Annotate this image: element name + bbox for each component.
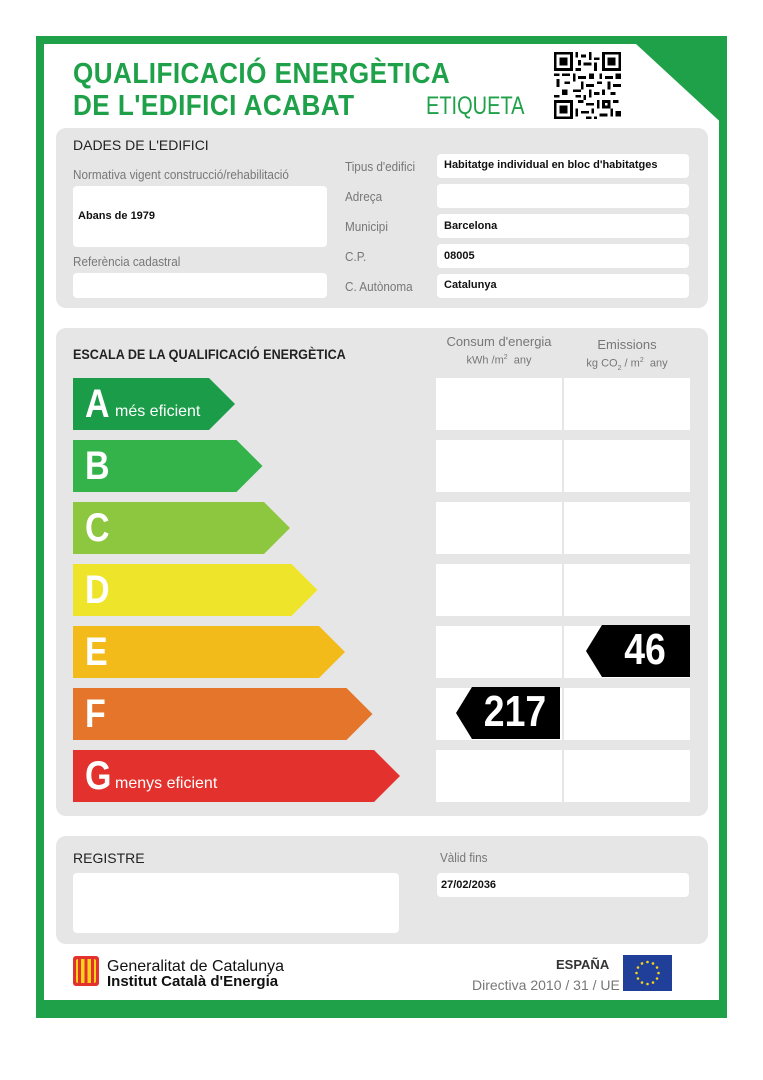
consum-indicator — [456, 687, 560, 739]
org-name-line2: Institut Català d'Energia — [107, 973, 279, 990]
title-line-1: QUALIFICACIÓ ENERGÈTICA — [73, 58, 451, 90]
cp-field[interactable] — [437, 244, 689, 268]
consum-header: Consum d'energia — [446, 334, 552, 349]
tipus-field[interactable] — [437, 154, 689, 178]
rating-bar-a — [73, 378, 235, 430]
rating-text: menys eficient — [115, 775, 218, 792]
registre-label: REGISTRE — [73, 850, 145, 866]
emissions-cell-g — [564, 750, 690, 802]
valid-field[interactable] — [437, 873, 689, 897]
municipi-label: Municipi — [345, 219, 388, 234]
rating-bar-e — [73, 626, 345, 678]
rating-bar-b — [73, 440, 263, 492]
emissions-cell-f — [564, 688, 690, 740]
municipi-field[interactable] — [437, 214, 689, 238]
valid-value: 27/02/2036 — [441, 879, 497, 891]
emissions-header: Emissions — [597, 337, 657, 352]
eu-star — [656, 977, 659, 980]
eu-flag-icon — [623, 955, 672, 991]
org-name-line1: Generalitat de Catalunya — [107, 958, 284, 975]
consum-cell-g — [436, 750, 562, 802]
eu-star — [641, 981, 644, 984]
etiqueta-label: ETIQUETA — [426, 92, 525, 120]
eu-star — [656, 966, 659, 969]
consum-cell-c — [436, 502, 562, 554]
eu-star — [646, 961, 649, 964]
eu-star — [637, 977, 640, 980]
eu-star — [637, 966, 640, 969]
tipus-value: Habitatge individual en bloc d'habitatges — [444, 159, 658, 171]
eu-star — [652, 962, 655, 965]
adreca-label: Adreça — [345, 189, 383, 204]
consum-value: 217 — [483, 687, 547, 736]
emissions-unit: kg $CO_2 / m^2$ any — [586, 357, 668, 372]
tipus-label: Tipus d'edifici — [345, 159, 416, 174]
emissions-cell-d — [564, 564, 690, 616]
directive-label: Directiva 2010 / 31 / UE — [472, 977, 620, 993]
registre-field[interactable] — [73, 873, 399, 933]
rating-bar-f — [73, 688, 373, 740]
rating-bar-g — [73, 750, 400, 802]
cp-value: 08005 — [444, 250, 475, 262]
valid-label: Vàlid fins — [440, 850, 488, 865]
rating-letter: G — [85, 754, 112, 798]
municipi-value: Barcelona — [444, 220, 498, 232]
normativa-value: Abans de 1979 — [78, 210, 156, 222]
eu-star — [641, 962, 644, 965]
rating-bar-d — [73, 564, 318, 616]
eu-star — [635, 972, 638, 975]
rating-letter: B — [85, 444, 110, 488]
emissions-value: 46 — [624, 625, 666, 674]
emissions-cell-a — [564, 378, 690, 430]
comunitat-field[interactable] — [437, 274, 689, 298]
rating-letter: C — [85, 506, 110, 550]
country-label: ESPAÑA — [556, 957, 610, 972]
emissions-indicator — [586, 625, 690, 677]
consum-cell-e — [436, 626, 562, 678]
comunitat-label: C. Autònoma — [345, 279, 413, 294]
rating-letter: F — [85, 692, 106, 736]
referencia-field[interactable] — [73, 273, 327, 298]
emissions-cell-c — [564, 502, 690, 554]
rating-letter: A — [85, 382, 110, 426]
comunitat-value: Catalunya — [444, 279, 497, 291]
emissions-cell-b — [564, 440, 690, 492]
scale-section-title: ESCALA DE LA QUALIFICACIÓ ENERGÈTICA — [73, 346, 346, 362]
consum-cell-d — [436, 564, 562, 616]
generalitat-logo-icon — [73, 956, 99, 986]
eu-star — [652, 981, 655, 984]
consum-cell-a — [436, 378, 562, 430]
rating-bar-c — [73, 502, 290, 554]
adreca-field[interactable] — [437, 184, 689, 208]
consum-cell-b — [436, 440, 562, 492]
eu-star — [646, 983, 649, 986]
qr-code-icon[interactable] — [554, 52, 621, 119]
rating-letter: E — [85, 630, 108, 674]
building-section-title: DADES DE L'EDIFICI — [73, 137, 209, 153]
title-line-2: DE L'EDIFICI ACABAT — [73, 90, 355, 122]
normativa-label: Normativa vigent construcció/rehabilitació — [73, 167, 289, 182]
rating-letter: D — [85, 568, 110, 612]
consum-unit: kWh $/m^2$ any — [466, 354, 532, 367]
referencia-label: Referència cadastral — [73, 254, 181, 269]
corner-fold — [636, 44, 727, 128]
normativa-field[interactable] — [73, 186, 327, 247]
cp-label: C.P. — [345, 249, 367, 264]
eu-star — [657, 972, 660, 975]
rating-text: més eficient — [115, 403, 201, 420]
